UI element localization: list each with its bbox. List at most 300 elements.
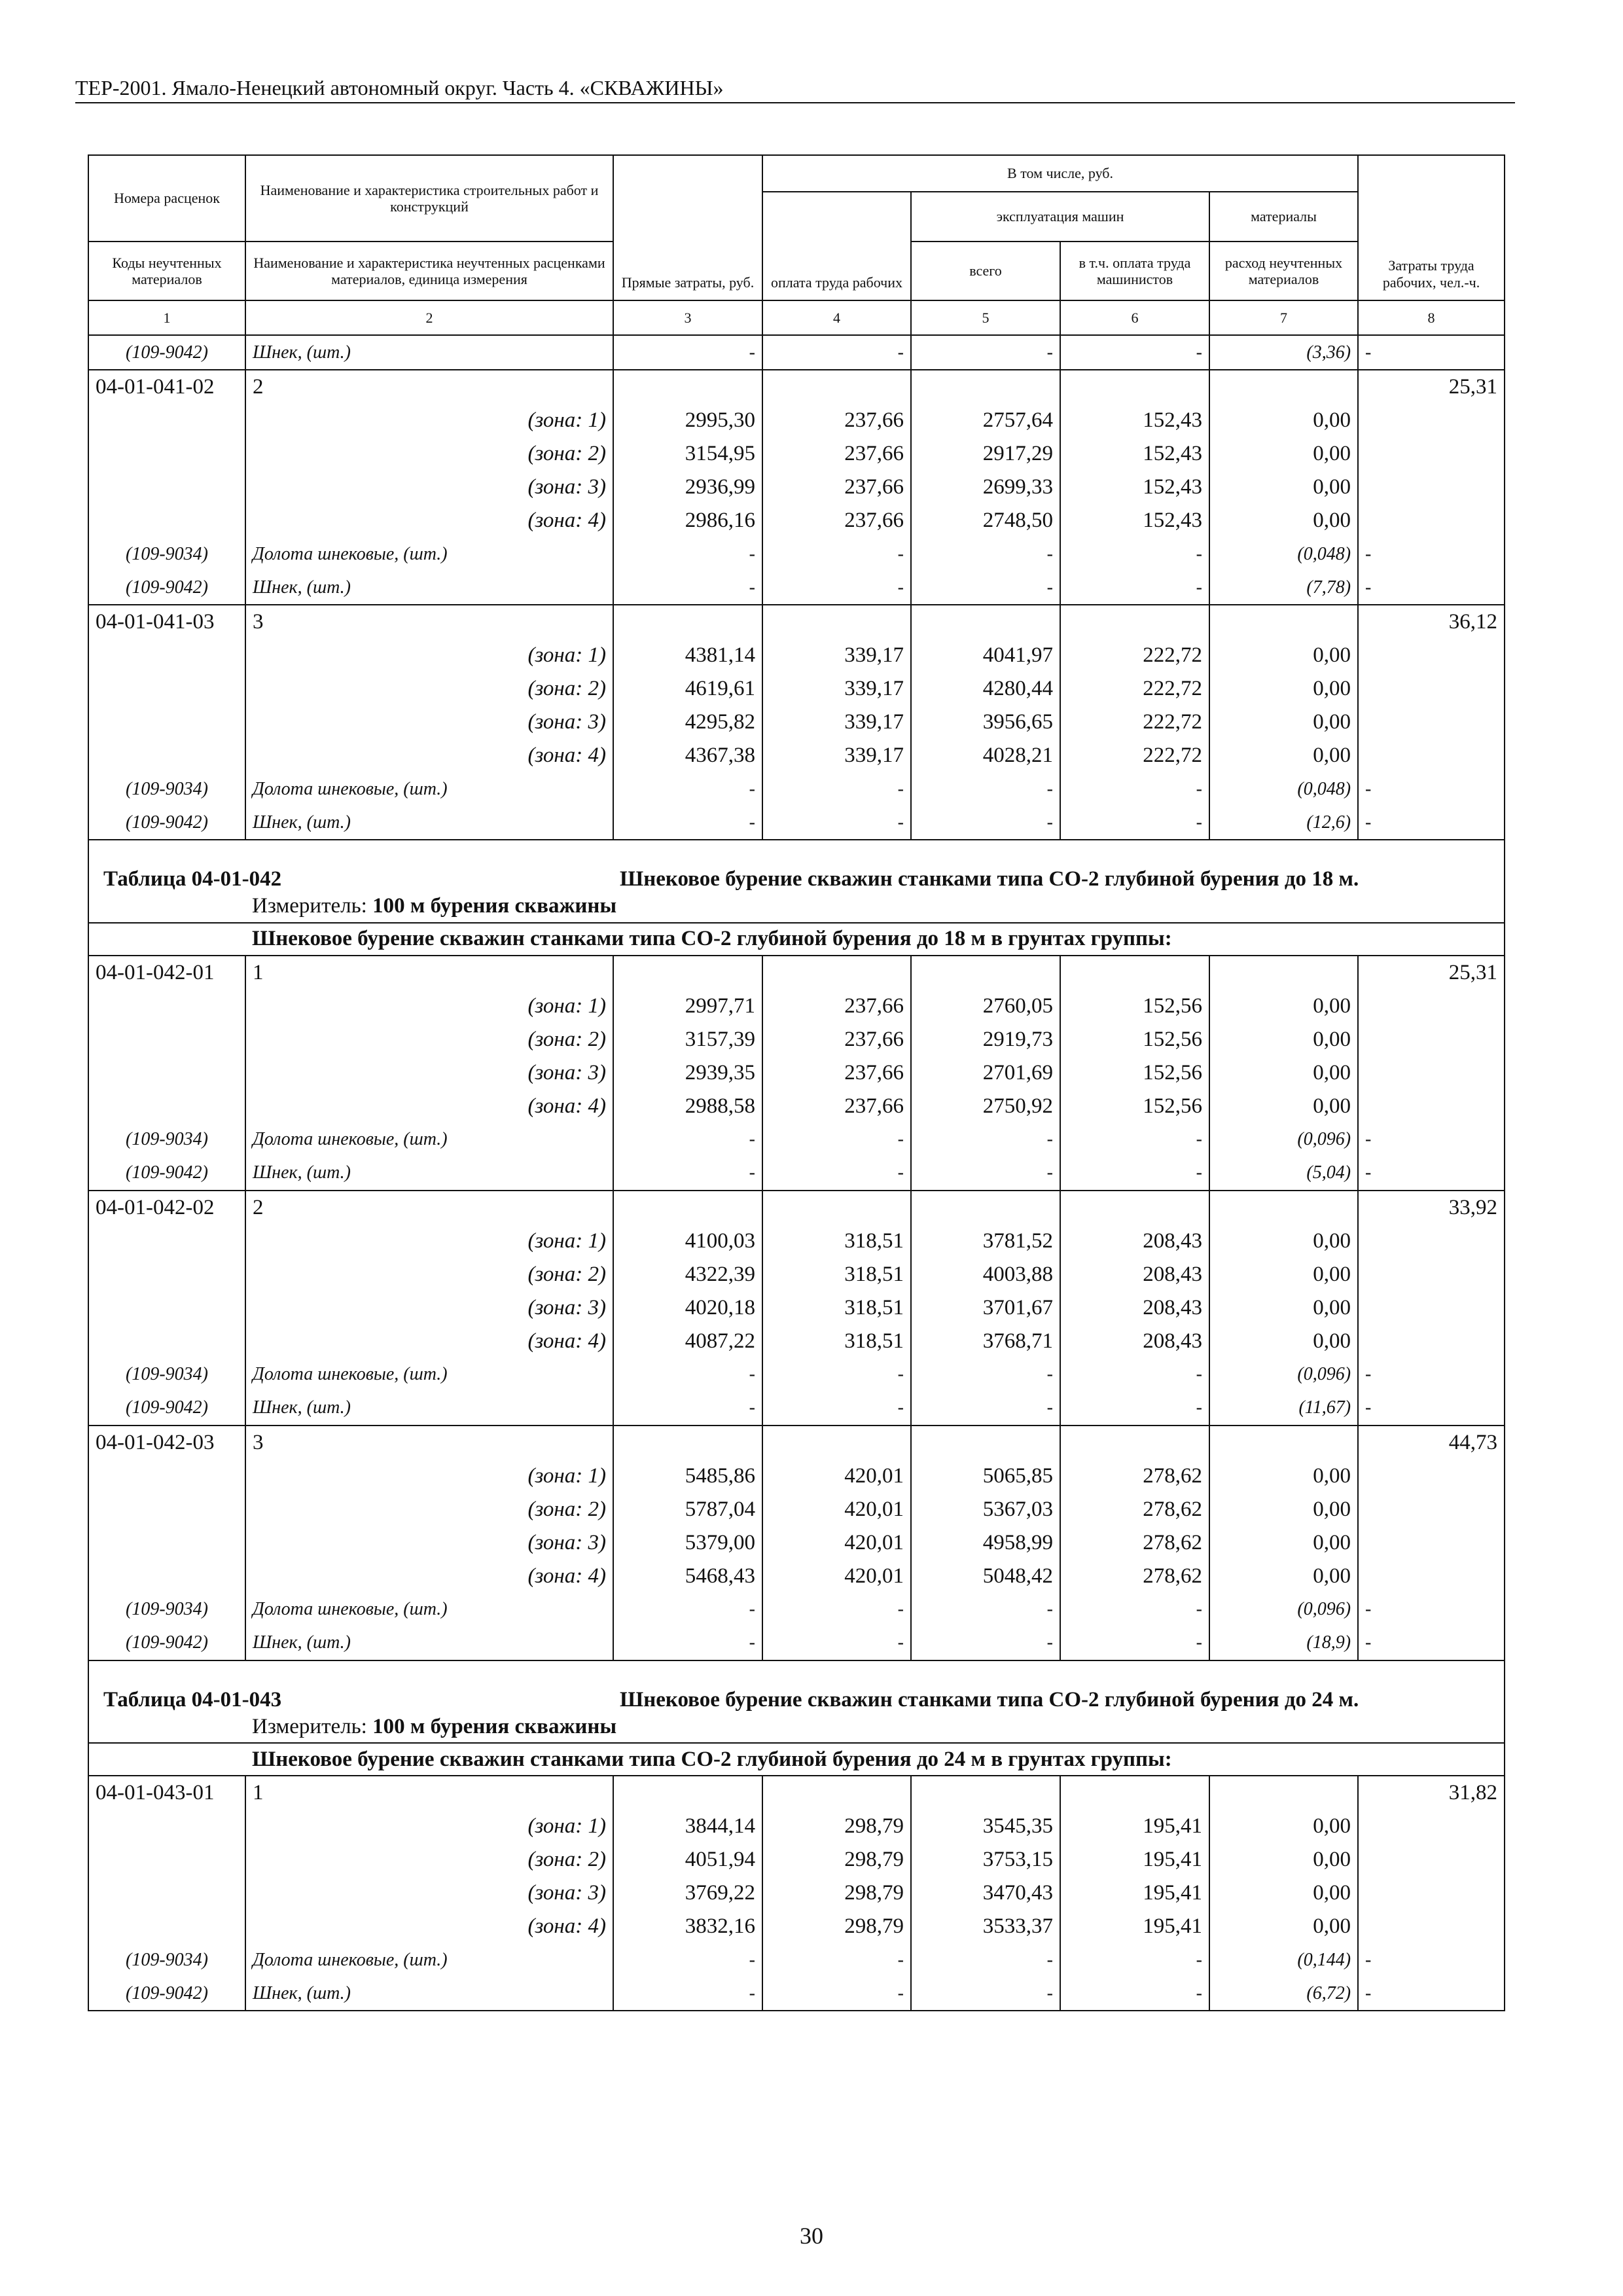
material-dash: - — [911, 1157, 1060, 1191]
empty-cell — [88, 437, 245, 471]
zone-label: (зона: 1) — [245, 639, 613, 672]
unaccounted-materials: 0,00 — [1209, 1843, 1358, 1876]
empty-cell — [1060, 1191, 1209, 1225]
empty-cell — [1358, 504, 1505, 537]
machines-total: 3701,67 — [911, 1291, 1060, 1325]
direct-cost: 3844,14 — [613, 1810, 762, 1843]
section-row — [88, 923, 1505, 956]
table-description: Шнековое бурение скважин станками типа СО-2 глубиной бурения до 24 м. — [613, 1660, 1505, 1712]
unaccounted-materials: 0,00 — [1209, 504, 1358, 537]
empty-cell — [1358, 437, 1505, 471]
zone-row — [88, 1258, 1505, 1291]
empty-cell — [1358, 1843, 1505, 1876]
labor-pay: 339,17 — [762, 706, 911, 739]
labor-pay: 237,66 — [762, 1023, 911, 1056]
empty-cell — [88, 891, 245, 923]
material-name: Шнек, (шт.) — [245, 1977, 613, 2011]
material-dash: - — [911, 1358, 1060, 1391]
empty-cell — [1209, 1191, 1358, 1225]
unaccounted-materials: 0,00 — [1209, 1460, 1358, 1493]
material-name: Долота шнековые, (шт.) — [245, 1123, 613, 1157]
direct-cost: 2995,30 — [613, 404, 762, 437]
material-dash: - — [1358, 1157, 1505, 1191]
machines-total: 2917,29 — [911, 437, 1060, 471]
direct-cost: 4381,14 — [613, 639, 762, 672]
zone-row — [88, 1056, 1505, 1090]
empty-cell — [1209, 605, 1358, 639]
empty-cell — [1358, 990, 1505, 1023]
material-dash: - — [613, 1943, 762, 1977]
machinists-pay: 152,56 — [1060, 990, 1209, 1023]
material-dash: - — [1358, 1391, 1505, 1426]
empty-cell — [1358, 1560, 1505, 1593]
unaccounted-materials: 0,00 — [1209, 404, 1358, 437]
machinists-pay: 152,56 — [1060, 1090, 1209, 1123]
empty-cell — [88, 504, 245, 537]
direct-cost: 4100,03 — [613, 1225, 762, 1258]
direct-cost: 4367,38 — [613, 739, 762, 772]
machines-total: 2760,05 — [911, 990, 1060, 1023]
empty-cell — [88, 990, 245, 1023]
empty-cell — [613, 1426, 762, 1460]
material-row — [88, 1391, 1505, 1426]
unaccounted-materials: 0,00 — [1209, 1526, 1358, 1560]
empty-cell — [88, 1560, 245, 1593]
unaccounted-materials: 0,00 — [1209, 1090, 1358, 1123]
material-dash: - — [1060, 1943, 1209, 1977]
empty-cell — [762, 1191, 911, 1225]
material-dash: - — [911, 537, 1060, 571]
material-dash: - — [911, 1123, 1060, 1157]
empty-cell — [762, 1776, 911, 1810]
empty-cell — [88, 706, 245, 739]
machinists-pay: 152,43 — [1060, 504, 1209, 537]
soil-group-number: 2 — [245, 370, 613, 404]
material-name: Долота шнековые, (шт.) — [245, 1943, 613, 1977]
material-code: (109-9042) — [88, 1626, 245, 1660]
colnum-4: 4 — [762, 300, 911, 335]
material-quantity: (0,096) — [1209, 1123, 1358, 1157]
material-dash: - — [613, 571, 762, 605]
zone-label: (зона: 2) — [245, 672, 613, 706]
unaccounted-materials: 0,00 — [1209, 1876, 1358, 1910]
zone-row — [88, 1090, 1505, 1123]
machinists-pay: 195,41 — [1060, 1910, 1209, 1943]
zone-label: (зона: 2) — [245, 437, 613, 471]
page-number: 30 — [800, 2223, 823, 2249]
material-code: (109-9034) — [88, 1943, 245, 1977]
empty-cell — [88, 923, 245, 956]
rate-code-row — [88, 1776, 1505, 1810]
empty-cell — [88, 1460, 245, 1493]
material-dash: - — [911, 335, 1060, 370]
labor-pay: 318,51 — [762, 1325, 911, 1358]
unaccounted-materials: 0,00 — [1209, 1225, 1358, 1258]
material-code: (109-9042) — [88, 1391, 245, 1426]
soil-group-number: 3 — [245, 605, 613, 639]
header-row-1 — [88, 155, 1505, 192]
direct-cost: 3832,16 — [613, 1910, 762, 1943]
material-dash: - — [762, 1593, 911, 1626]
empty-cell — [88, 1876, 245, 1910]
material-quantity: (0,048) — [1209, 537, 1358, 571]
rate-code: 04-01-041-02 — [88, 370, 245, 404]
colnum-1: 1 — [88, 300, 245, 335]
material-dash: - — [613, 537, 762, 571]
empty-cell — [88, 1291, 245, 1325]
empty-cell — [911, 956, 1060, 990]
material-dash: - — [911, 772, 1060, 806]
colnum-3: 3 — [613, 300, 762, 335]
material-dash: - — [762, 772, 911, 806]
machines-total: 3470,43 — [911, 1876, 1060, 1910]
material-dash: - — [762, 571, 911, 605]
unaccounted-materials: 0,00 — [1209, 1291, 1358, 1325]
material-dash: - — [762, 537, 911, 571]
machinists-pay: 195,41 — [1060, 1810, 1209, 1843]
rate-code-row — [88, 956, 1505, 990]
col2-header-bottom: Наименование и характеристика неучтенных расценками материалов, единица измерения — [245, 242, 613, 300]
colnum-8: 8 — [1358, 300, 1505, 335]
material-dash: - — [1060, 335, 1209, 370]
labor-pay: 339,17 — [762, 739, 911, 772]
empty-cell — [88, 1056, 245, 1090]
material-dash: - — [1358, 571, 1505, 605]
labor-pay: 237,66 — [762, 1090, 911, 1123]
material-quantity: (11,67) — [1209, 1391, 1358, 1426]
material-quantity: (0,144) — [1209, 1943, 1358, 1977]
material-dash: - — [762, 806, 911, 840]
labor-pay: 420,01 — [762, 1526, 911, 1560]
labor-pay: 420,01 — [762, 1560, 911, 1593]
empty-cell — [1358, 1910, 1505, 1943]
material-dash: - — [613, 335, 762, 370]
material-dash: - — [613, 1157, 762, 1191]
labor-pay: 420,01 — [762, 1493, 911, 1526]
material-dash: - — [911, 1593, 1060, 1626]
zone-label: (зона: 1) — [245, 1460, 613, 1493]
material-name: Шнек, (шт.) — [245, 1626, 613, 1660]
measure-row — [88, 891, 1505, 923]
zone-row — [88, 437, 1505, 471]
running-header-title: ТЕР-2001. Ямало-Ненецкий автономный округ. Часть 4. «СКВАЖИНЫ» — [75, 76, 724, 99]
machines-total: 2699,33 — [911, 471, 1060, 504]
material-row — [88, 772, 1505, 806]
empty-cell — [613, 370, 762, 404]
measure-value: 100 м бурения скважины — [372, 1714, 617, 1738]
empty-cell — [1358, 672, 1505, 706]
empty-cell — [1358, 706, 1505, 739]
empty-cell — [88, 1325, 245, 1358]
unaccounted-materials: 0,00 — [1209, 1493, 1358, 1526]
empty-cell — [1358, 1325, 1505, 1358]
material-dash: - — [1060, 1391, 1209, 1426]
col1-header-top: Номера расценок — [88, 155, 245, 242]
material-dash: - — [613, 1593, 762, 1626]
material-dash: - — [1358, 335, 1505, 370]
empty-cell — [1358, 404, 1505, 437]
material-dash: - — [1358, 1593, 1505, 1626]
zone-label: (зона: 1) — [245, 990, 613, 1023]
empty-cell — [88, 1743, 245, 1776]
empty-cell — [1209, 1776, 1358, 1810]
material-dash: - — [613, 1977, 762, 2011]
labor-pay: 237,66 — [762, 1056, 911, 1090]
machines-total-header: всего — [911, 242, 1060, 300]
zone-row — [88, 1493, 1505, 1526]
empty-cell — [1358, 1023, 1505, 1056]
zone-label: (зона: 3) — [245, 1876, 613, 1910]
machinists-pay: 222,72 — [1060, 639, 1209, 672]
unaccounted-materials: 0,00 — [1209, 990, 1358, 1023]
machinists-pay: 195,41 — [1060, 1843, 1209, 1876]
material-row — [88, 1977, 1505, 2011]
labor-pay: 298,79 — [762, 1876, 911, 1910]
material-quantity: (0,096) — [1209, 1593, 1358, 1626]
material-dash: - — [1060, 772, 1209, 806]
material-dash: - — [1060, 806, 1209, 840]
zone-label: (зона: 3) — [245, 1056, 613, 1090]
colnum-5: 5 — [911, 300, 1060, 335]
material-code: (109-9034) — [88, 1123, 245, 1157]
machines-total: 3545,35 — [911, 1810, 1060, 1843]
material-code: (109-9042) — [88, 806, 245, 840]
zone-row — [88, 706, 1505, 739]
empty-cell — [1358, 1225, 1505, 1258]
direct-cost: 4051,94 — [613, 1843, 762, 1876]
material-dash: - — [762, 1123, 911, 1157]
section-title: Шнековое бурение скважин станками типа СО-2 глубиной бурения до 24 м в грунтах группы: — [245, 1743, 1505, 1776]
machines-total: 3956,65 — [911, 706, 1060, 739]
material-dash: - — [1060, 571, 1209, 605]
machines-total: 4028,21 — [911, 739, 1060, 772]
empty-cell — [1358, 471, 1505, 504]
soil-group-number: 2 — [245, 1191, 613, 1225]
col2-header-top: Наименование и характеристика строительных работ и конструкций — [245, 155, 613, 242]
labor-hours: 25,31 — [1358, 370, 1505, 404]
direct-cost: 3769,22 — [613, 1876, 762, 1910]
direct-cost: 3157,39 — [613, 1023, 762, 1056]
direct-cost: 4295,82 — [613, 706, 762, 739]
material-quantity: (5,04) — [1209, 1157, 1358, 1191]
material-quantity: (18,9) — [1209, 1626, 1358, 1660]
zone-label: (зона: 4) — [245, 1090, 613, 1123]
empty-cell — [88, 471, 245, 504]
unaccounted-materials: 0,00 — [1209, 1325, 1358, 1358]
zone-row — [88, 504, 1505, 537]
empty-cell — [1060, 956, 1209, 990]
unaccounted-materials: 0,00 — [1209, 1023, 1358, 1056]
rate-code-row — [88, 1426, 1505, 1460]
material-dash: - — [1060, 537, 1209, 571]
machines-total: 5367,03 — [911, 1493, 1060, 1526]
measure-line — [245, 1711, 1505, 1743]
direct-cost: 5379,00 — [613, 1526, 762, 1560]
rate-code: 04-01-042-01 — [88, 956, 245, 990]
labor-pay: 237,66 — [762, 437, 911, 471]
machines-header: эксплуатация машин — [911, 192, 1209, 242]
soil-group-number: 1 — [245, 1776, 613, 1810]
machinists-pay: 208,43 — [1060, 1258, 1209, 1291]
unaccounted-materials: 0,00 — [1209, 437, 1358, 471]
price-table-body — [88, 155, 1505, 2011]
material-dash: - — [762, 1626, 911, 1660]
direct-cost: 5485,86 — [613, 1460, 762, 1493]
empty-cell — [88, 739, 245, 772]
empty-cell — [1060, 605, 1209, 639]
zone-label: (зона: 2) — [245, 1258, 613, 1291]
material-dash: - — [1060, 1358, 1209, 1391]
material-name: Долота шнековые, (шт.) — [245, 1358, 613, 1391]
column-numbers-row — [88, 300, 1505, 335]
material-dash: - — [762, 1358, 911, 1391]
rate-code-row — [88, 1191, 1505, 1225]
empty-cell — [1060, 370, 1209, 404]
zone-label: (зона: 4) — [245, 1325, 613, 1358]
labor-pay: 237,66 — [762, 504, 911, 537]
rate-code: 04-01-043-01 — [88, 1776, 245, 1810]
material-dash: - — [1358, 1977, 1505, 2011]
empty-cell — [762, 1426, 911, 1460]
colnum-2: 2 — [245, 300, 613, 335]
empty-cell — [1209, 1426, 1358, 1460]
unaccounted-materials: 0,00 — [1209, 1258, 1358, 1291]
direct-cost: 2936,99 — [613, 471, 762, 504]
labor-pay: 420,01 — [762, 1460, 911, 1493]
measure-value: 100 м бурения скважины — [372, 894, 617, 918]
material-dash: - — [911, 1626, 1060, 1660]
machines-total: 3753,15 — [911, 1843, 1060, 1876]
colnum-6: 6 — [1060, 300, 1209, 335]
zone-row — [88, 1560, 1505, 1593]
material-name: Долота шнековые, (шт.) — [245, 537, 613, 571]
unaccounted-materials-header: расход неучтенных материалов — [1209, 242, 1358, 300]
zone-row — [88, 404, 1505, 437]
material-name: Долота шнековые, (шт.) — [245, 1593, 613, 1626]
labor-pay: 339,17 — [762, 639, 911, 672]
material-dash: - — [1358, 1358, 1505, 1391]
material-row — [88, 1943, 1505, 1977]
machinists-pay: 278,62 — [1060, 1460, 1209, 1493]
running-header — [75, 73, 1515, 103]
zone-label: (зона: 2) — [245, 1843, 613, 1876]
colnum-7: 7 — [1209, 300, 1358, 335]
empty-cell — [88, 404, 245, 437]
material-dash: - — [762, 1391, 911, 1426]
unaccounted-materials: 0,00 — [1209, 1056, 1358, 1090]
zone-label: (зона: 2) — [245, 1023, 613, 1056]
empty-cell — [911, 1776, 1060, 1810]
labor-hours: 44,73 — [1358, 1426, 1505, 1460]
direct-cost: 4020,18 — [613, 1291, 762, 1325]
machinists-pay: 152,43 — [1060, 437, 1209, 471]
machinists-pay: 152,43 — [1060, 404, 1209, 437]
zone-row — [88, 1291, 1505, 1325]
zone-label: (зона: 4) — [245, 1560, 613, 1593]
measure-line — [245, 891, 1505, 923]
machines-total: 4958,99 — [911, 1526, 1060, 1560]
empty-cell — [911, 370, 1060, 404]
measure-label: Измеритель: — [252, 1714, 367, 1738]
material-name: Шнек, (шт.) — [245, 335, 613, 370]
material-row — [88, 806, 1505, 840]
material-dash: - — [1060, 1123, 1209, 1157]
material-dash: - — [613, 1626, 762, 1660]
labor-pay: 298,79 — [762, 1910, 911, 1943]
machinists-pay: 278,62 — [1060, 1560, 1209, 1593]
material-dash: - — [613, 1391, 762, 1426]
empty-cell — [911, 605, 1060, 639]
material-dash: - — [1358, 806, 1505, 840]
machinists-pay-header: в т.ч. оплата труда машинистов — [1060, 242, 1209, 300]
material-dash: - — [1358, 1626, 1505, 1660]
machines-total: 5065,85 — [911, 1460, 1060, 1493]
empty-cell — [1358, 1810, 1505, 1843]
empty-cell — [1358, 1526, 1505, 1560]
machines-total: 3768,71 — [911, 1325, 1060, 1358]
labor-pay: 318,51 — [762, 1225, 911, 1258]
material-dash: - — [613, 772, 762, 806]
empty-cell — [1060, 1426, 1209, 1460]
machinists-pay: 152,56 — [1060, 1023, 1209, 1056]
direct-cost: 4322,39 — [613, 1258, 762, 1291]
empty-cell — [1358, 1291, 1505, 1325]
unaccounted-materials: 0,00 — [1209, 471, 1358, 504]
material-dash: - — [1060, 1593, 1209, 1626]
material-dash: - — [1358, 1943, 1505, 1977]
machines-total: 2757,64 — [911, 404, 1060, 437]
unaccounted-materials: 0,00 — [1209, 739, 1358, 772]
empty-cell — [613, 956, 762, 990]
labor-pay: 237,66 — [762, 990, 911, 1023]
machines-total: 2750,92 — [911, 1090, 1060, 1123]
material-code: (109-9042) — [88, 1157, 245, 1191]
zone-label: (зона: 2) — [245, 1493, 613, 1526]
machines-total: 3781,52 — [911, 1225, 1060, 1258]
table-title: Таблица 04-01-042 — [88, 840, 613, 891]
material-name: Шнек, (шт.) — [245, 1157, 613, 1191]
empty-cell — [88, 1493, 245, 1526]
unaccounted-materials: 0,00 — [1209, 706, 1358, 739]
material-code: (109-9034) — [88, 1593, 245, 1626]
empty-cell — [613, 1191, 762, 1225]
material-quantity: (7,78) — [1209, 571, 1358, 605]
labor-pay: 298,79 — [762, 1843, 911, 1876]
labor-pay: 339,17 — [762, 672, 911, 706]
zone-label: (зона: 3) — [245, 471, 613, 504]
zone-row — [88, 1225, 1505, 1258]
including-header: В том числе, руб. — [762, 155, 1358, 192]
material-name: Шнек, (шт.) — [245, 806, 613, 840]
machinists-pay: 222,72 — [1060, 706, 1209, 739]
material-code: (109-9042) — [88, 1977, 245, 2011]
unaccounted-materials: 0,00 — [1209, 1560, 1358, 1593]
direct-cost: 5787,04 — [613, 1493, 762, 1526]
direct-cost: 2939,35 — [613, 1056, 762, 1090]
machines-total: 2701,69 — [911, 1056, 1060, 1090]
material-quantity: (12,6) — [1209, 806, 1358, 840]
empty-cell — [1358, 1876, 1505, 1910]
table-title: Таблица 04-01-043 — [88, 1660, 613, 1712]
material-name: Шнек, (шт.) — [245, 1391, 613, 1426]
direct-cost: 4087,22 — [613, 1325, 762, 1358]
zone-row — [88, 1325, 1505, 1358]
price-table — [88, 154, 1505, 2011]
empty-cell — [1209, 370, 1358, 404]
measure-label: Измеритель: — [252, 894, 367, 918]
material-dash: - — [1358, 1123, 1505, 1157]
labor-pay: 318,51 — [762, 1258, 911, 1291]
